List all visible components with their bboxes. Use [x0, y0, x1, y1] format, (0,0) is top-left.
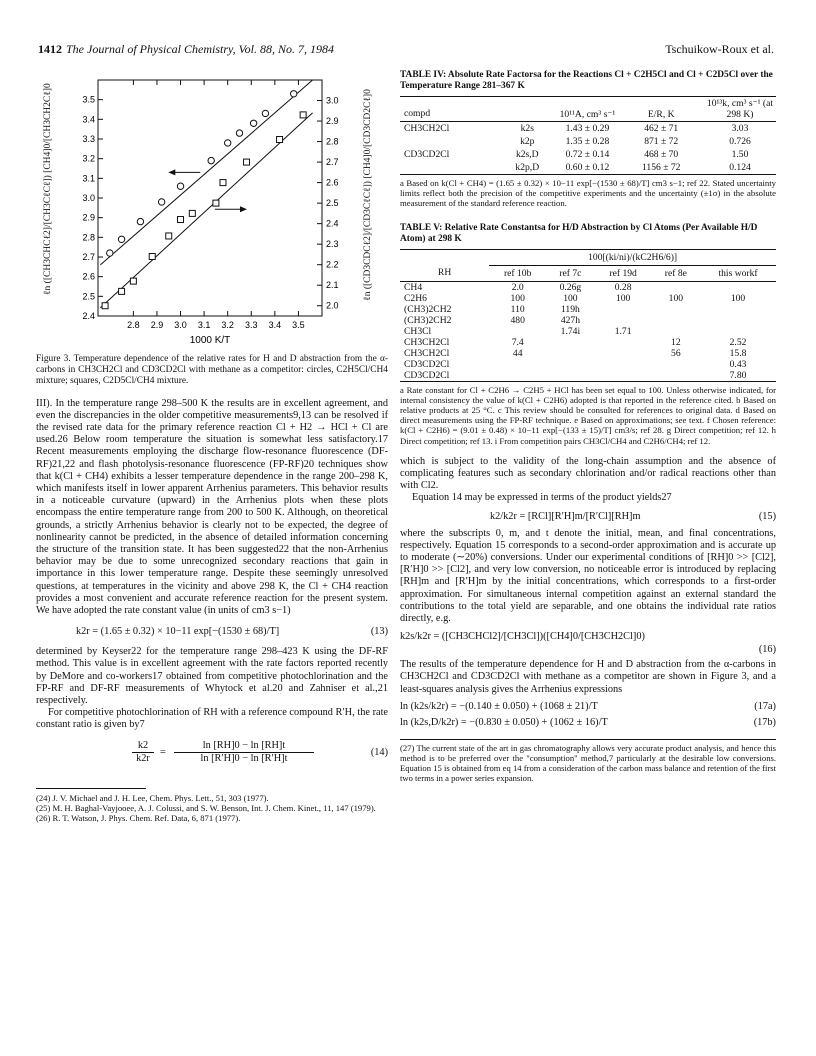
equation-text: k2r = (1.65 ± 0.32) × 10−11 exp[−(1530 ± 68)/T] — [76, 626, 280, 638]
table-cell: CH3CH2Cl — [404, 123, 450, 134]
table-cell: (CH3)2CH2 — [404, 303, 452, 315]
data-point-square — [102, 303, 108, 309]
table-cell: 119h — [560, 303, 580, 315]
table-cell: 100 — [615, 292, 631, 304]
table-header: RH — [437, 267, 452, 279]
data-point-square — [189, 210, 195, 216]
table-cell — [652, 281, 700, 293]
table-cell — [652, 304, 700, 315]
reference: (25) M. H. Baghal-Vayjooee, A. J. Colussi, and S. W. Benson, Int. J. Chem. Kinet., 11, 147 (1979). — [36, 802, 376, 813]
table-cell: k2p — [520, 136, 535, 147]
table-cell: CD3CD2Cl — [404, 149, 450, 160]
page-number: 1412 — [38, 42, 62, 56]
reference: (26) R. T. Watson, J. Phys. Chem. Ref. Data, 6, 871 (1977). — [36, 813, 241, 824]
data-point-circle — [224, 140, 230, 146]
equation-13 — [76, 625, 388, 638]
table-header: ref 19d — [609, 267, 637, 279]
table-cell: k2s — [520, 123, 534, 134]
table-cell — [652, 315, 700, 326]
equation-text: ln (k2s,D/k2r) = −(0.830 ± 0.050) + (1062 ± 16)/T — [400, 716, 608, 728]
table-header — [498, 97, 556, 122]
table-row — [400, 337, 776, 348]
y-right-tick-label: 2.5 — [326, 198, 339, 209]
table-4-note: a Based on k(Cl + CH4) = (1.65 ± 0.32) × 10−11 exp[−(1530 ± 68)/T] cm3 s−1; ref 22. Stated uncertainty limits reflect both the precision of the competitive experiments and the uncertainty (±1σ) in the absolute measurement of the standard reference reaction. — [400, 178, 776, 209]
x-tick-label: 3.5 — [292, 320, 305, 330]
table-cell — [489, 326, 546, 337]
y-right-tick-label: 2.0 — [326, 300, 339, 311]
left-column — [36, 70, 388, 823]
table-cell: CH3Cl — [404, 325, 432, 337]
table-cell: 871 ± 72 — [644, 136, 679, 147]
equation-text: k2s/k2r = ([CH3CHCl2]/[CH3Cl])([CH4]0/[CH3CH2Cl]0) — [400, 631, 645, 643]
data-point-square — [166, 233, 172, 239]
y-left-tick-label: 2.7 — [82, 252, 95, 262]
table-row — [400, 359, 776, 370]
data-point-square — [300, 112, 306, 118]
paragraph: where the subscripts 0, m, and t denote the initial, mean, and final concentrations, respectively. Equation 15 corresponds to a second-order approximation and is accurate up to moderate (∼20%) conversions. Under our experimental conditions of [RH]0 >> [Cl2], [R′H]0 >> [Cl2], and very low conversion, no noticeable error is introduced by replacing [RH]m and [R′H]m by the initial concentrations, which corresponds to a first-order approximation. For simultaneous internal competition against an external standard the contributions to the total yield are separable, and one obtains the individual rate ratios directly, e.g. — [400, 527, 776, 625]
y-left-tick-label: 2.5 — [82, 291, 95, 302]
paragraph: determined by Keyser22 for the temperature range 298–423 K using the DF-RF method. This value is in excellent agreement with the rate factors reported recently by DeMore and co-workers17 obtained from competitive photochlorination and the FP-RF and DF-RF measurements of Whytock et al.20 and Zahniser et al.,21 respectively. — [36, 646, 388, 707]
reference: (24) J. V. Michael and J. H. Lee, Chem. Phys. Lett., 51, 303 (1977). — [36, 792, 269, 803]
table-row — [400, 281, 776, 293]
table-cell: 1.50 — [731, 149, 749, 160]
table-cell: 1.74i — [560, 325, 581, 337]
table-cell — [546, 370, 594, 382]
table-cell: 3.03 — [731, 123, 749, 134]
data-point-circle — [107, 250, 113, 256]
table-row — [400, 293, 776, 304]
table-cell: 44 — [512, 347, 523, 359]
table-4-title: TABLE IV: Absolute Rate Factorsa for the Reactions Cl + C2H5Cl and Cl + C2D5Cl over the Temperature Range 281–367 K — [400, 70, 773, 91]
fraction-numerator: ln [RH]0 − ln [RH]t — [174, 740, 314, 753]
right-axis-label: ℓn ([CD3CDCℓ2]/[CD3CℓCℓ]) [CH4]0/[CD3CD2Cℓ]0 — [363, 89, 373, 301]
paragraph: III). In the temperature range 298–500 K the results are in excellent agreement, and even the discrepancies in the older competitive measurements9,13 can be resolved if the revised rate data for the primary reference reaction Cl + H2 → HCl + Cl are used.26 Below room temperature the situation is somewhat less satisfactory.17 Recent measurements employing the discharge flow-resonance fluorescence (DF-RF)21,22 and flash photolysis-resonance fluorescence (FP-RF)20 techniques show that k(Cl + CH4) exhibits a lesser temperature dependence in the range 200–298 K, which manifests itself in lower apparent Arrhenius parameters. This behavior results in a noticeable curvature (upward) in the Arrhenius plots when these plots encompass the entire temperature range from 200 to 500 K. Although, on theoretical grounds, a strictly Arrhenius behavior is clearly not to be expected, the degree of nonlinearity cannot be predicted, in the absence of detailed information concerning the structure of the transition state. It has been suggested22 that the non-Arrhenius behavior may be due to some unrecognized secondary reactions that gain in importance in this lower temperature range. Despite these seemingly unresolved questions, at temperatures in the vicinity and above 298 K, the Cl + CH4 reaction provides a most convenient and accurate reference reaction for the present system. We have adopted the rate constant value (in units of cm3 s−1) — [36, 397, 388, 617]
table-cell — [700, 281, 776, 293]
data-point-square — [244, 159, 250, 165]
table-cell: 1.35 ± 0.28 — [565, 136, 610, 147]
paragraph: For competitive photochlorination of RH with a reference compound R′H, the rate constant ratio is given by7 — [36, 707, 388, 731]
table-cell: 1.71 — [614, 325, 632, 337]
table-header: E/R, K — [647, 109, 675, 120]
table-cell: 0.124 — [729, 162, 751, 173]
equation-17b — [400, 716, 776, 729]
table-5-note: a Rate constant for Cl + C2H6 → C2H5 + HCl has been set equal to 100. Unless otherwise indicated, for internal consistency the value of k(Cl + C2H6) adopted is that reported in the reference cited. b Based on relative products at 25 °C. c This review should be consulted for references to original data. d Based on direct measurements using the FP-RF technique. e Based on approximations; see text. f Chosen reference: k(Cl + C2H6) = (9.01 ± 0.48) × 10−11 exp[−(133 ± 15)/T] cm3/s; ref 28. g Direct competition; ref 12. h Direct competition; ref 13. i From competition pairs CH3Cl/CH4 and C2H6/CH4; ref 12. — [400, 384, 776, 446]
table-cell: CH3CH2Cl — [404, 336, 450, 348]
paragraph: Equation 14 may be expressed in terms of the product yields27 — [412, 492, 672, 504]
data-point-square — [130, 278, 136, 284]
table-cell — [595, 370, 652, 382]
data-point-circle — [291, 91, 297, 97]
table-cell: 0.726 — [729, 136, 751, 147]
table-cell — [652, 359, 700, 370]
table-row — [400, 370, 776, 382]
equation-number: (17b) — [753, 716, 776, 728]
table-cell: 0.26g — [559, 281, 582, 293]
data-point-circle — [118, 236, 124, 242]
x-tick-label: 3.4 — [268, 320, 282, 330]
y-right-tick-label: 2.7 — [326, 157, 339, 168]
equation-15 — [490, 510, 776, 523]
y-right-tick-label: 2.2 — [326, 259, 339, 270]
table-cell: 0.72 ± 0.14 — [565, 149, 610, 160]
table-cell: 0.28 — [614, 281, 632, 293]
equation-number: (13) — [370, 626, 388, 638]
table-cell — [595, 359, 652, 370]
y-left-tick-label: 3.4 — [82, 114, 95, 125]
y-left-tick-label: 3.2 — [82, 153, 95, 164]
fraction-numerator: k2 — [132, 740, 154, 753]
table-cell — [546, 348, 594, 359]
table-cell: 427h — [560, 314, 580, 326]
table-row — [400, 304, 776, 315]
table-cell: 462 ± 71 — [644, 123, 679, 134]
data-point-square — [220, 180, 226, 186]
table-cell: CH3CH2Cl — [404, 347, 450, 359]
equation-number: (14) — [370, 746, 388, 758]
table-cell: 468 ± 70 — [644, 149, 679, 160]
table-cell: 1.43 ± 0.29 — [565, 123, 610, 134]
table-header: 10¹³k, cm³ s⁻¹ (at 298 K) — [706, 98, 774, 120]
table-cell: k2s,D — [515, 149, 539, 160]
table-row — [400, 122, 776, 136]
arrhenius-plot — [36, 70, 388, 352]
paragraph: which is subject to the validity of the long-chain assumption and the absence of complicating features such as secondary chlorination and/or radical reactions other than with Cl2. — [400, 455, 776, 492]
table-cell — [700, 304, 776, 315]
y-left-tick-label: 2.6 — [82, 271, 95, 282]
table-cell — [595, 315, 652, 326]
y-right-tick-label: 2.1 — [326, 280, 339, 291]
y-left-tick-label: 3.1 — [82, 173, 95, 184]
table-cell: 100 — [730, 292, 746, 304]
table-cell — [700, 315, 776, 326]
y-left-tick-label: 3.3 — [82, 134, 95, 144]
table-cell: C2H6 — [404, 292, 427, 304]
equation-14: $\frac{k2}{k2r}$ = $\frac{\ln [RH]0 - \ln [RH]t}{\ln [R'H]0 - \ln [R'H]t}$ (14) — [36, 738, 388, 774]
equation-number: (17a) — [754, 700, 776, 712]
running-authors: Tschuikow-Roux et al. — [665, 42, 774, 56]
x-axis-label: 1000 K/T — [189, 335, 231, 346]
x-tick-label: 2.8 — [127, 320, 140, 330]
table-cell: 7.80 — [729, 369, 747, 381]
fraction-denominator: k2r — [136, 752, 150, 764]
table-cell: 110 — [510, 303, 525, 315]
table-cell — [489, 359, 546, 370]
left-axis-label: ℓn ([CH3CHCℓ2]/[CH3CℓCℓ]) [CH4]0/[CH3CH2Cℓ]0 — [43, 83, 53, 295]
table-cell: 56 — [671, 347, 681, 359]
y-left-tick-label: 3.5 — [82, 94, 95, 105]
paragraph: The results of the temperature dependence for H and D abstraction from the α-carbons in CH3CH2Cl and CD3CD2Cl with methane as a competitor are shown in Figure 3, and a least-squares analysis gives the Arrhenius expressions — [400, 659, 776, 695]
table-header: ref 8e — [664, 267, 687, 279]
arrow-left-icon — [168, 169, 175, 175]
table-header: 10¹¹A, cm³ s⁻¹ — [559, 109, 616, 120]
fit-line — [100, 80, 312, 265]
table-cell: CH4 — [404, 281, 423, 293]
table-cell: 15.8 — [729, 347, 747, 359]
table-header: this workf — [718, 267, 758, 279]
table-cell: 7.4 — [511, 336, 524, 348]
table-cell: 0.60 ± 0.12 — [565, 162, 610, 173]
table-cell: 0.43 — [729, 358, 747, 370]
table-cell: k2p,D — [515, 162, 540, 173]
x-tick-label: 3.1 — [197, 320, 211, 330]
x-tick-label: 3.0 — [174, 320, 187, 330]
table-cell: 2.52 — [729, 336, 747, 348]
table-row — [400, 348, 776, 359]
data-point-circle — [177, 183, 183, 189]
table-cell: 2.0 — [511, 281, 524, 293]
table-row — [400, 315, 776, 326]
table-cell: 100 — [563, 292, 578, 304]
table-cell: CD3CD2Cl — [404, 358, 450, 370]
data-point-square — [277, 137, 283, 143]
table-header: compd — [404, 108, 431, 119]
data-point-circle — [250, 120, 256, 126]
references — [36, 793, 388, 824]
data-point-square — [149, 253, 155, 259]
footnote-27: (27) The current state of the art in gas chromatography allows very accurate product analysis, and hence this method is to be preferred over the "consumption" method,7 particularly at the desirable low conversions. Equation 15 is obtained from eq 14 from a consideration of the carbon mass balance and retention of the first two terms in a power series expansion. — [400, 742, 776, 784]
y-left-tick-label: 2.9 — [82, 212, 95, 223]
table-4 — [400, 96, 776, 175]
fraction-denominator: ln [R′H]0 − ln [R′H]t — [200, 752, 288, 764]
table-span-header: 100[(ki/ni)/(kC2H6/6)] — [489, 249, 776, 265]
table-header: ref 7c — [559, 267, 582, 279]
table-row — [400, 148, 776, 161]
table-cell — [489, 370, 546, 382]
y-right-tick-label: 2.3 — [326, 239, 339, 250]
table-5 — [400, 249, 776, 382]
table-row — [400, 161, 776, 175]
data-point-circle — [137, 218, 143, 224]
x-tick-label: 3.2 — [221, 320, 234, 330]
data-point-circle — [158, 199, 164, 205]
equation-16 — [400, 630, 776, 656]
y-right-tick-label: 2.4 — [326, 218, 339, 229]
equation-17a — [400, 700, 776, 713]
equation-text: ln (k2s/k2r) = −(0.140 ± 0.050) + (1068 ± 21)/T — [400, 700, 598, 712]
data-point-circle — [262, 110, 268, 116]
y-left-tick-label: 3.0 — [82, 193, 95, 203]
table-cell — [595, 304, 652, 315]
equation-text: k2/k2r = [RCl][R′H]m/[R′Cl][RH]m — [490, 510, 641, 522]
running-header — [0, 42, 816, 58]
table-cell — [595, 348, 652, 359]
table-cell: 12 — [671, 336, 681, 348]
table-header: ref 10b — [503, 267, 532, 279]
data-point-circle — [208, 157, 214, 163]
table-cell — [595, 337, 652, 348]
data-point-circle — [236, 130, 242, 136]
table-cell — [400, 161, 498, 175]
table-cell — [700, 326, 776, 337]
y-right-tick-label: 3.0 — [326, 95, 339, 106]
table-cell — [400, 135, 498, 148]
right-column — [400, 70, 776, 784]
data-point-square — [178, 217, 184, 223]
table-5-title: TABLE V: Relative Rate Constantsa for H/D Abstraction by Cl Atoms (Per Available H/D Atom) at 298 K — [400, 222, 758, 244]
table-row — [400, 326, 776, 337]
x-tick-label: 2.9 — [150, 320, 164, 330]
journal-title: The Journal of Physical Chemistry, Vol. 88, No. 7, 1984 — [66, 42, 334, 56]
table-cell: CD3CD2Cl — [404, 369, 450, 381]
arrow-right-icon — [240, 206, 247, 212]
table-cell: 100 — [510, 292, 525, 304]
equation-number: (16) — [758, 644, 776, 656]
figure-caption: Figure 3. Temperature dependence of the relative rates for H and D abstraction from the α-carbons in CH3CH2Cl and CD3CD2Cl with methane as a competitor: circles, C2H5Cl/CH4 mixture; squares, C2D5Cl/CH4 mixture. — [36, 354, 388, 387]
x-tick-label: 3.3 — [245, 320, 258, 330]
y-left-tick-label: 2.8 — [82, 232, 95, 243]
table-cell: 1156 ± 72 — [641, 162, 681, 173]
y-right-tick-label: 2.8 — [326, 136, 339, 147]
table-cell: 100 — [668, 292, 684, 304]
y-right-tick-label: 2.9 — [326, 116, 339, 127]
table-cell: 480 — [510, 314, 525, 326]
data-point-square — [119, 288, 125, 294]
table-row — [400, 135, 776, 148]
table-cell — [546, 359, 594, 370]
table-cell: (CH3)2CH2 — [404, 314, 452, 326]
y-left-tick-label: 2.4 — [82, 311, 95, 321]
figure-3 — [36, 70, 388, 352]
table-cell — [652, 326, 700, 337]
equation-number: (15) — [758, 510, 776, 522]
table-cell — [652, 370, 700, 382]
data-point-square — [213, 200, 219, 206]
table-cell — [546, 337, 594, 348]
y-right-tick-label: 2.6 — [326, 177, 339, 188]
